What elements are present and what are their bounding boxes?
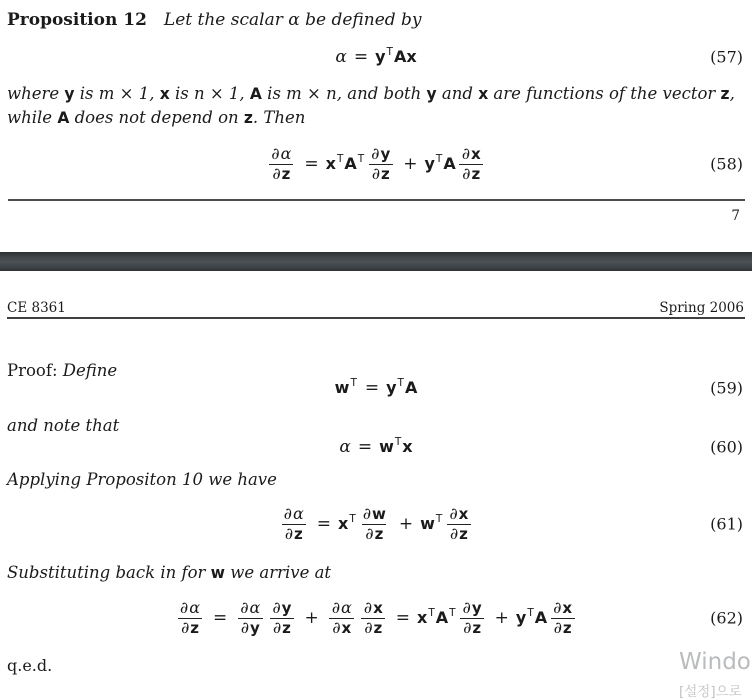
- paragraph-line-1: where y is m × 1, x is n × 1, A is m × n, and both y and x are functions of the vector z,: [7, 84, 735, 103]
- equation-59: [0, 374, 752, 402]
- equation-60-math: $\alpha = w^Tx$: [339, 436, 413, 457]
- equation-61-math: $\frac{\partial\alpha}{\partial z}$ = $x^T$ $\frac{\partial w}{\partial z}$ + $w^T$ $\frac{\partial x}{\partial z}$: [278, 505, 475, 544]
- note-text: and note that: [7, 416, 120, 435]
- equation-62-number: (62): [710, 608, 743, 628]
- header-semester: Spring 2006: [659, 300, 744, 316]
- equation-61: [0, 498, 752, 550]
- equation-57: [0, 42, 752, 72]
- equation-61-number: (61): [710, 514, 743, 534]
- equation-62-math: $\frac{\partial\alpha}{\partial z}$ = $\frac{\partial\alpha}{\partial y}$ $\frac{\partial y}{\partial z}$ + $\frac{\partial\alpha}{\partial x}$ $\frac{\partial x}{\partial z}$ = $x^TA^T$ $\frac{\partial y}{\partial z}$ + $y^TA$ $\frac{\partial x}{\partial z}$: [174, 599, 578, 638]
- windows-activation-watermark-line2: [설정]으로: [679, 684, 742, 700]
- paragraph-line-2: while A does not depend on z. Then: [7, 108, 306, 127]
- proposition-heading: Proposition 12 Let the scalar α be defined by: [7, 10, 422, 30]
- page2-header-rule: [7, 317, 745, 319]
- applying-text: Applying Propositon 10 we have: [7, 470, 277, 489]
- equation-57-math: $\alpha = y^TAx$: [335, 46, 417, 67]
- windows-activation-watermark-line1: Windo: [679, 649, 751, 675]
- equation-59-math: $w^T = y^TA$: [334, 377, 418, 398]
- page-separator-band: [0, 252, 752, 271]
- proof-label: Proof: Define: [7, 361, 118, 380]
- equation-60: [0, 433, 752, 461]
- equation-57-number: (57): [710, 47, 743, 67]
- equation-60-number: (60): [710, 437, 743, 457]
- equation-58-math: $\frac{\partial\alpha}{\partial z}$ = $x^TA^T$ $\frac{\partial y}{\partial z}$ + $y^TA$ $\frac{\partial x}{\partial z}$: [265, 145, 486, 184]
- page-number: 7: [731, 208, 740, 224]
- substituting-text: Substituting back in for w we arrive at: [7, 563, 332, 582]
- equation-58-number: (58): [710, 154, 743, 174]
- equation-58: [0, 138, 752, 190]
- header-course-code: CE 8361: [7, 300, 66, 316]
- qed-label: q.e.d.: [7, 656, 53, 675]
- equation-62: [0, 592, 752, 644]
- equation-59-number: (59): [710, 378, 743, 398]
- page1-footer-rule: [8, 199, 745, 201]
